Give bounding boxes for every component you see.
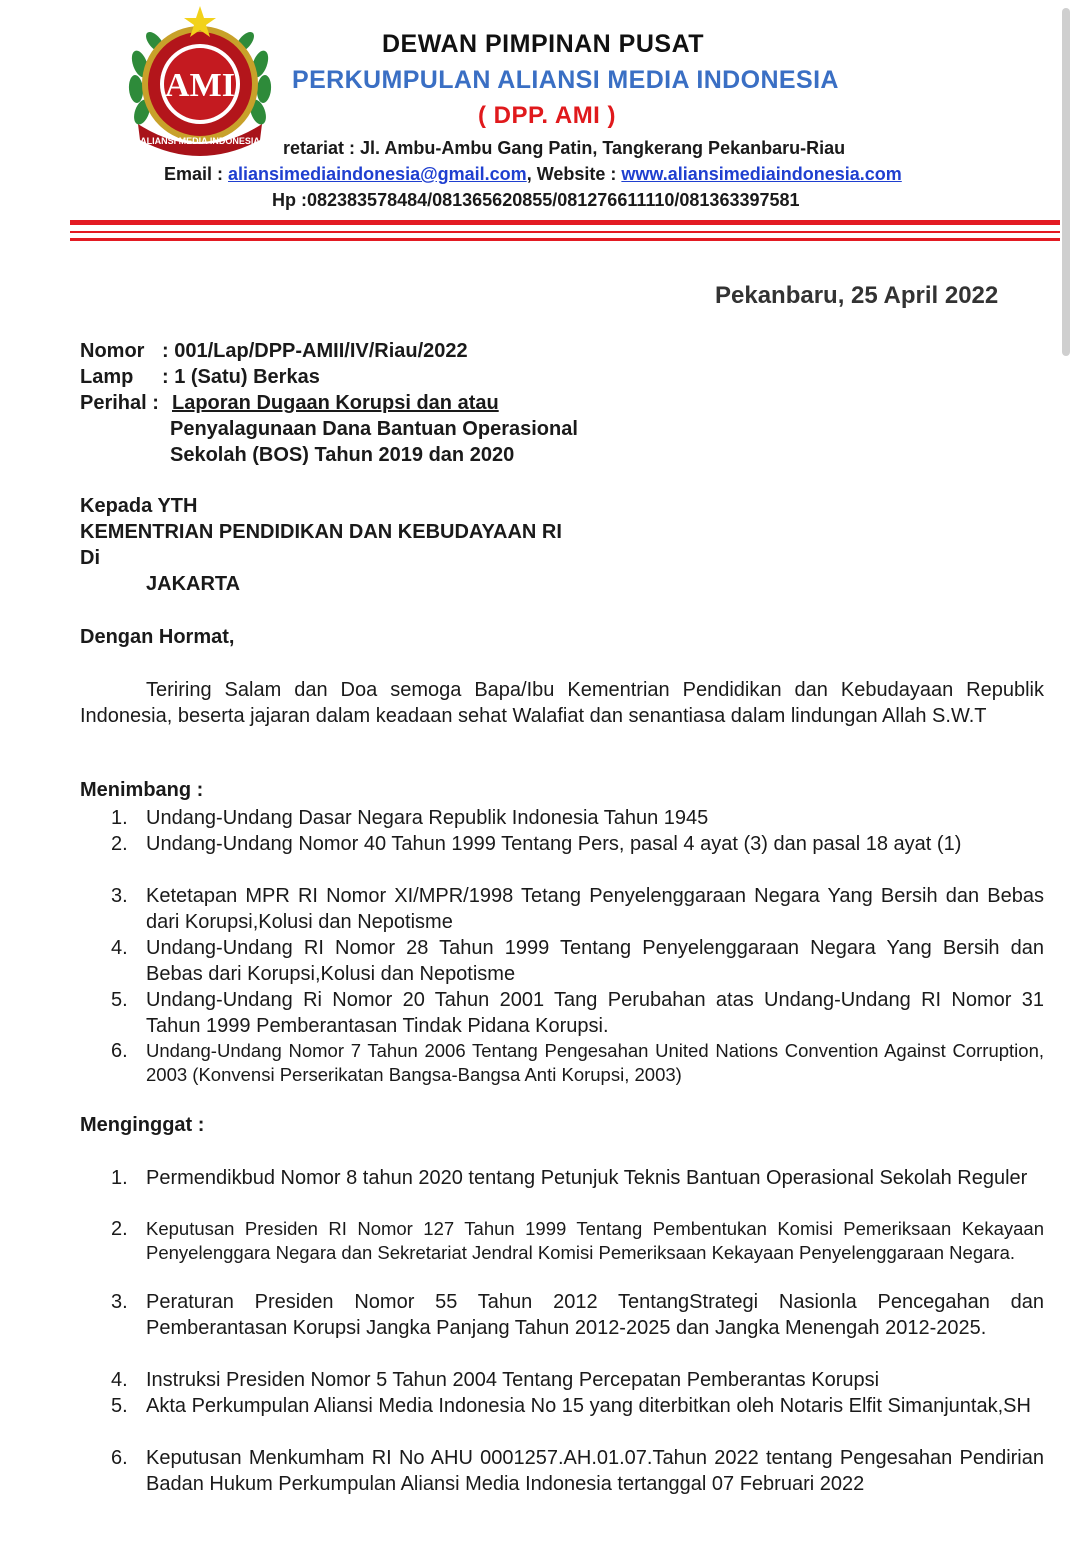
perihal-line: Sekolah (BOS) Tahun 2019 dan 2020 xyxy=(170,444,515,466)
greeting: Dengan Hormat, xyxy=(80,626,235,648)
perihal-line: Penyalagunaan Dana Bantuan Operasional xyxy=(170,418,578,440)
lamp-label: Lamp xyxy=(80,366,134,388)
website-link[interactable]: www.aliansimediaindonesia.com xyxy=(621,164,902,184)
website-label: , Website : xyxy=(526,164,622,184)
scrollbar[interactable] xyxy=(1062,8,1070,356)
header-divider xyxy=(70,238,1060,241)
letter-date: Pekanbaru, 25 April 2022 xyxy=(715,282,999,309)
letterhead-title: DEWAN PIMPINAN PUSAT xyxy=(382,30,705,58)
opening-paragraph: Teriring Salam dan Doa semoga Bapa/Ibu Kementrian Pendidikan dan Kebudayaan Republik Indonesia, beserta jajaran dalam keadaan sehat Walafiat dan senantiasa dalam lindungan Allah S.W.T xyxy=(80,679,1044,727)
lamp-row xyxy=(80,366,320,389)
recipient-line: Di xyxy=(80,547,100,569)
header-divider xyxy=(70,220,1060,225)
perihal-line: Laporan Dugaan Korupsi dan atau xyxy=(172,392,499,414)
nomor-value: : 001/Lap/DPP-AMII/IV/Riau/2022 xyxy=(162,340,468,362)
mengingat-heading: Menginggat : xyxy=(80,1114,205,1136)
svg-text:AMI: AMI xyxy=(165,67,235,104)
perihal-row xyxy=(80,392,499,415)
email-link[interactable]: aliansimediaindonesia@gmail.com xyxy=(228,164,527,184)
contact-line xyxy=(164,164,902,185)
menimbang-heading: Menimbang : xyxy=(80,779,204,801)
nomor-row xyxy=(80,340,468,363)
organization-abbreviation: ( DPP. AMI ) xyxy=(478,102,617,129)
organization-name: PERKUMPULAN ALIANSI MEDIA INDONESIA xyxy=(292,66,839,94)
phone-numbers: Hp :082383578484/081365620855/081276611110/081363397581 xyxy=(272,190,800,210)
perihal-label: Perihal : xyxy=(80,392,159,414)
header-divider xyxy=(70,231,1060,233)
svg-text:ALIANSI MEDIA INDONESIA: ALIANSI MEDIA INDONESIA xyxy=(140,136,260,146)
recipient-line: KEMENTRIAN PENDIDIKAN DAN KEBUDAYAAN RI xyxy=(80,521,562,543)
secretariat-address: retariat : Jl. Ambu-Ambu Gang Patin, Tangkerang Pekanbaru-Riau xyxy=(283,138,846,158)
lamp-value: : 1 (Satu) Berkas xyxy=(162,366,320,388)
recipient-city: JAKARTA xyxy=(146,573,241,595)
email-label: Email : xyxy=(164,164,229,184)
recipient-line: Kepada YTH xyxy=(80,495,198,517)
nomor-label: Nomor xyxy=(80,340,145,362)
organization-logo xyxy=(120,4,280,156)
